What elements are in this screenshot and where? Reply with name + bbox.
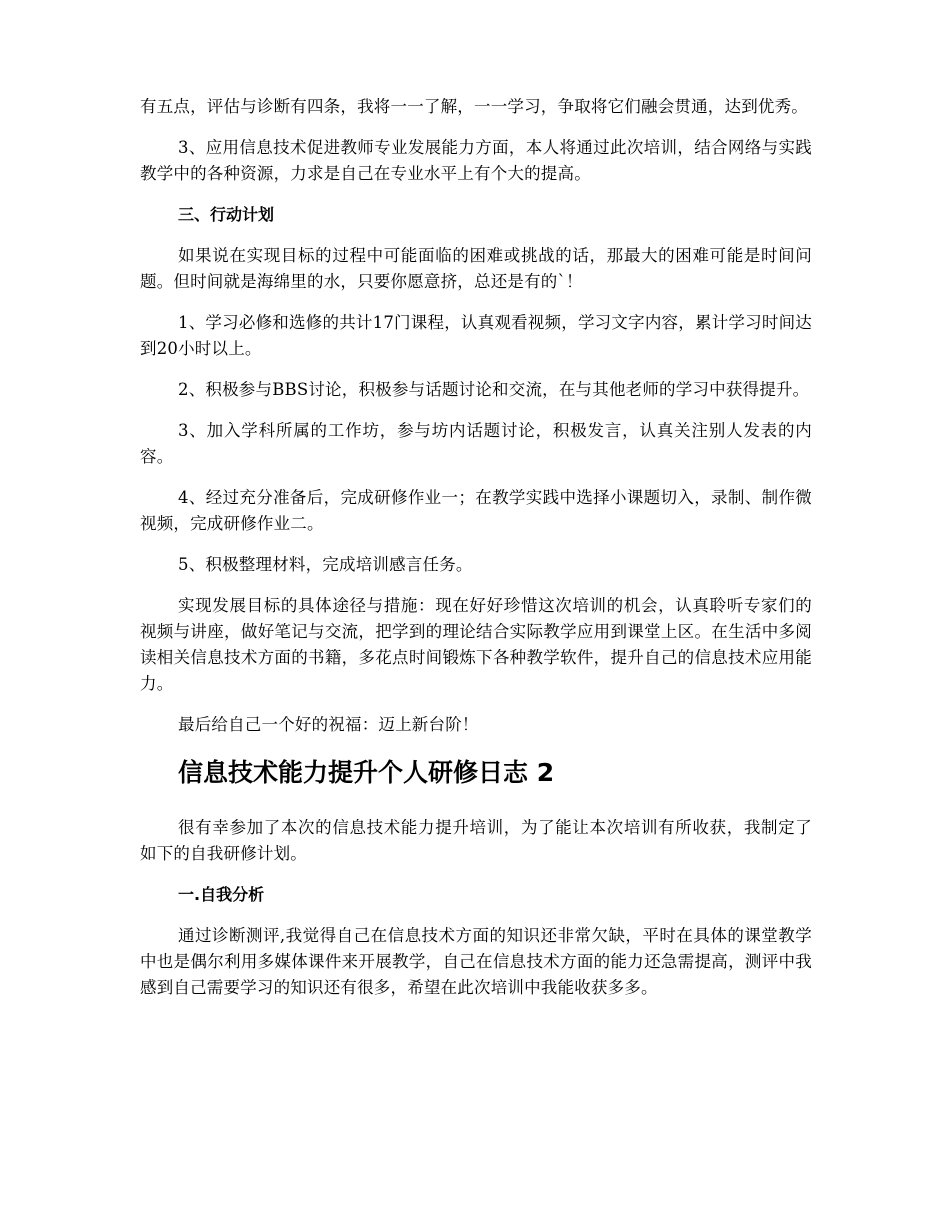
paragraph-item3-tech: 3、应用信息技术促进教师专业发展能力方面，本人将通过此次培训，结合网络与实践教学中的各种资源，力求是自己在专业水平上有个大的提高。 <box>140 138 812 183</box>
section-heading-action-plan: 三、行动计划 <box>178 205 275 224</box>
document-title-log-2: 信息技术能力提升个人研修日志 2 <box>178 758 555 787</box>
paragraph-measures: 实现发展目标的具体途径与措施：现在好好珍惜这次培训的机会，认真聆听专家们的视频与讲座，做好笔记与交流，把学到的理论结合实际教学应用到课堂上区。在生活中多阅读相关信息技术方面的书籍，多花点时间锻炼下各种教学软件，提升自己的信息技术应用能力。 <box>140 596 812 693</box>
paragraph-difficulty: 如果说在实现目标的过程中可能面临的困难或挑战的话，那最大的困难可能是时间问题。但时间就是海绵里的水，只要你愿意挤，总还是有的`！ <box>140 246 812 291</box>
paragraph-intro-continued: 有五点，评估与诊断有四条，我将一一了解，一一学习，争取将它们融会贯通，达到优秀。 <box>140 97 808 116</box>
document-page <box>140 94 812 1016</box>
section-heading-self-analysis: 一.自我分析 <box>178 885 265 904</box>
paragraph-plan-2: 2、积极参与BBS讨论，积极参与话题讨论和交流，在与其他老师的学习中获得提升。 <box>178 380 810 399</box>
paragraph-plan-1: 1、学习必修和选修的共计17门课程，认真观看视频，学习文字内容，累计学习时间达到20小时以上。 <box>140 313 812 358</box>
paragraph-plan-4: 4、经过充分准备后，完成研修作业一；在教学实践中选择小课题切入，录制、制作微视频，完成研修作业二。 <box>140 488 812 533</box>
paragraph-wish: 最后给自己一个好的祝福：迈上新台阶！ <box>178 715 479 734</box>
paragraph-log2-intro: 很有幸参加了本次的信息技术能力提升培训，为了能让本次培训有所收获，我制定了如下的自我研修计划。 <box>140 818 812 863</box>
paragraph-self-analysis: 通过诊断测评,我觉得自己在信息技术方面的知识还非常欠缺，平时在具体的课堂教学中也是偶尔利用多媒体课件来开展教学，自己在信息技术方面的能力还急需提高，测评中我感到自己需要学习的知识还有很多，希望在此次培训中我能收获多多。 <box>140 926 812 997</box>
paragraph-plan-3: 3、加入学科所属的工作坊，参与坊内话题讨论，积极发言，认真关注别人发表的内容。 <box>140 421 812 466</box>
paragraph-plan-5: 5、积极整理材料，完成培训感言任务。 <box>178 555 473 574</box>
